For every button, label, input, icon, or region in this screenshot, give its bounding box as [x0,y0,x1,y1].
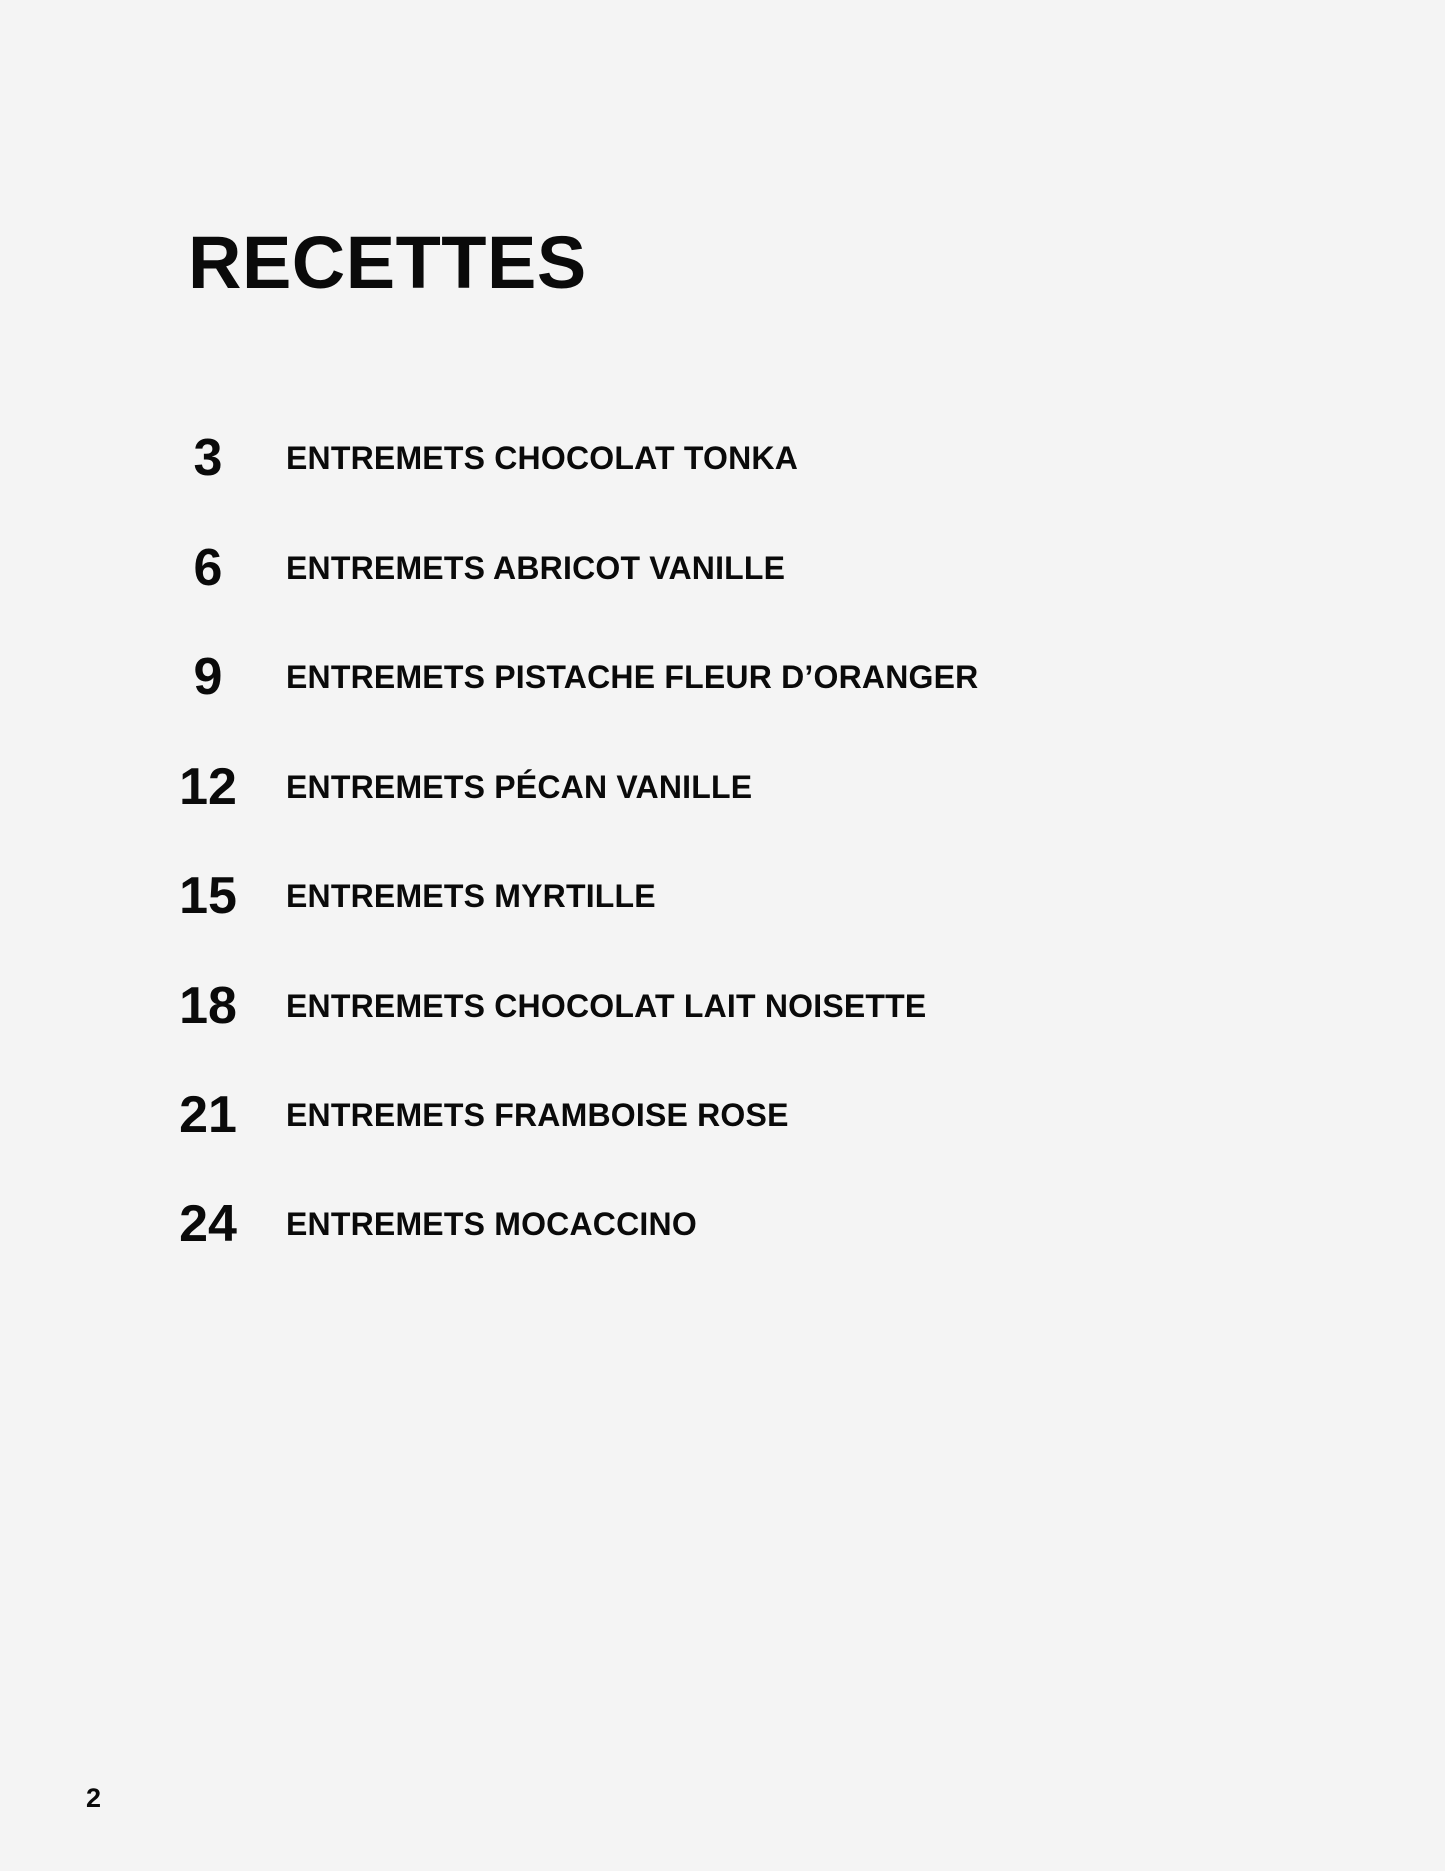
toc-page-number: 3 [193,429,223,487]
toc-entry[interactable] [0,966,1445,1046]
toc-recipe-title: ENTREMETS MYRTILLE [286,878,656,914]
toc-recipe-title: ENTREMETS PISTACHE FLEUR D’ORANGER [286,659,979,695]
toc-entry[interactable] [0,856,1445,936]
toc-recipe-title: ENTREMETS PÉCAN VANILLE [286,769,753,805]
toc-page-number: 6 [193,539,223,597]
toc-entry[interactable] [0,1184,1445,1264]
toc-recipe-title: ENTREMETS ABRICOT VANILLE [286,550,786,586]
toc-entry[interactable] [0,747,1445,827]
toc-recipe-title: ENTREMETS CHOCOLAT TONKA [286,440,799,476]
toc-recipe-title: ENTREMETS FRAMBOISE ROSE [286,1097,789,1133]
toc-page-number: 15 [179,867,237,925]
toc-entry[interactable] [0,528,1445,608]
toc-recipe-title: ENTREMETS MOCACCINO [286,1206,697,1242]
toc-recipe-title: ENTREMETS CHOCOLAT LAIT NOISETTE [286,988,927,1024]
toc-page-number: 9 [193,648,223,706]
toc-entry[interactable] [0,637,1445,717]
toc-page-number: 21 [179,1086,237,1144]
page-title: RECETTES [188,221,587,304]
page-number: 2 [86,1783,102,1813]
toc-page-number: 24 [179,1195,237,1253]
toc-entry[interactable] [0,1075,1445,1155]
toc-entry[interactable] [0,418,1445,498]
toc-page-number: 12 [179,758,237,816]
toc-page-number: 18 [179,977,237,1035]
